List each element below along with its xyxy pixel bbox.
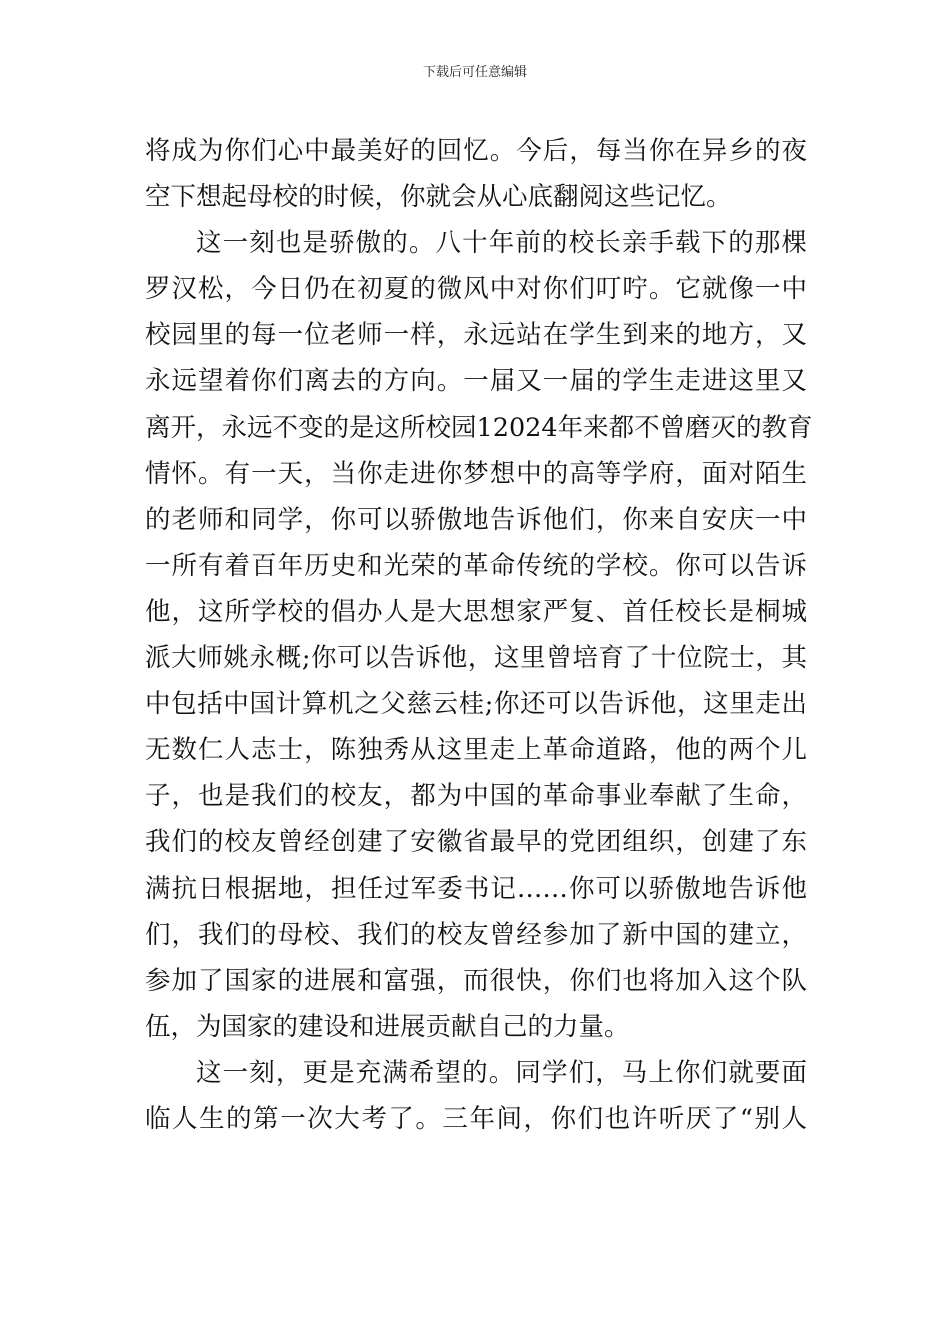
text-line: 中包括中国计算机之父慈云桂;你还可以告诉他，这里走出 [145, 689, 807, 720]
text-line: 这一刻，更是充满希望的。同学们，马上你们就要面 [196, 1057, 807, 1088]
text-line: 满抗日根据地，担任过军委书记……你可以骄傲地告诉他 [145, 873, 807, 904]
text-line: 一所有着百年历史和光荣的革命传统的学校。你可以告诉 [145, 550, 807, 581]
text-line: 们，我们的母校、我们的校友曾经参加了新中国的建立， [145, 919, 807, 950]
text-line: 临人生的第一次大考了。三年间，你们也许听厌了“别人 [145, 1103, 807, 1134]
text-line: 无数仁人志士，陈独秀从这里走上革命道路，他的两个儿 [145, 735, 807, 766]
page-header-note: 下载后可任意编辑 [422, 65, 527, 80]
text-line: 空下想起母校的时候，你就会从心底翻阅这些记忆。 [145, 182, 732, 213]
text-line: 罗汉松，今日仍在初夏的微风中对你们叮咛。它就像一中 [145, 274, 807, 305]
text-line: 校园里的每一位老师一样，永远站在学生到来的地方，又 [145, 320, 807, 351]
text-line: 他，这所学校的倡办人是大思想家严复、首任校长是桐城 [145, 596, 807, 627]
text-line: 参加了国家的进展和富强，而很快，你们也将加入这个队 [145, 965, 807, 996]
text-line: 我们的校友曾经创建了安徽省最早的党团组织，创建了东 [145, 827, 807, 858]
text-line: 情怀。有一天，当你走进你梦想中的高等学府，面对陌生 [145, 458, 807, 489]
text-line: 的老师和同学，你可以骄傲地告诉他们，你来自安庆一中 [145, 504, 807, 535]
text-line: 永远望着你们离去的方向。一届又一届的学生走进这里又 [145, 366, 807, 397]
body-text [145, 128, 813, 1142]
text-line: 离开，永远不变的是这所校园12024年来都不曾磨灭的教育 [145, 412, 813, 443]
text-line: 将成为你们心中最美好的回忆。今后，每当你在异乡的夜 [145, 136, 807, 166]
text-line: 派大师姚永概;你可以告诉他，这里曾培育了十位院士，其 [145, 643, 807, 674]
text-line: 这一刻也是骄傲的。八十年前的校长亲手载下的那棵 [196, 228, 807, 259]
text-line: 子，也是我们的校友，都为中国的革命事业奉献了生命， [145, 781, 807, 812]
text-line: 伍，为国家的建设和进展贡献自己的力量。 [145, 1011, 630, 1042]
